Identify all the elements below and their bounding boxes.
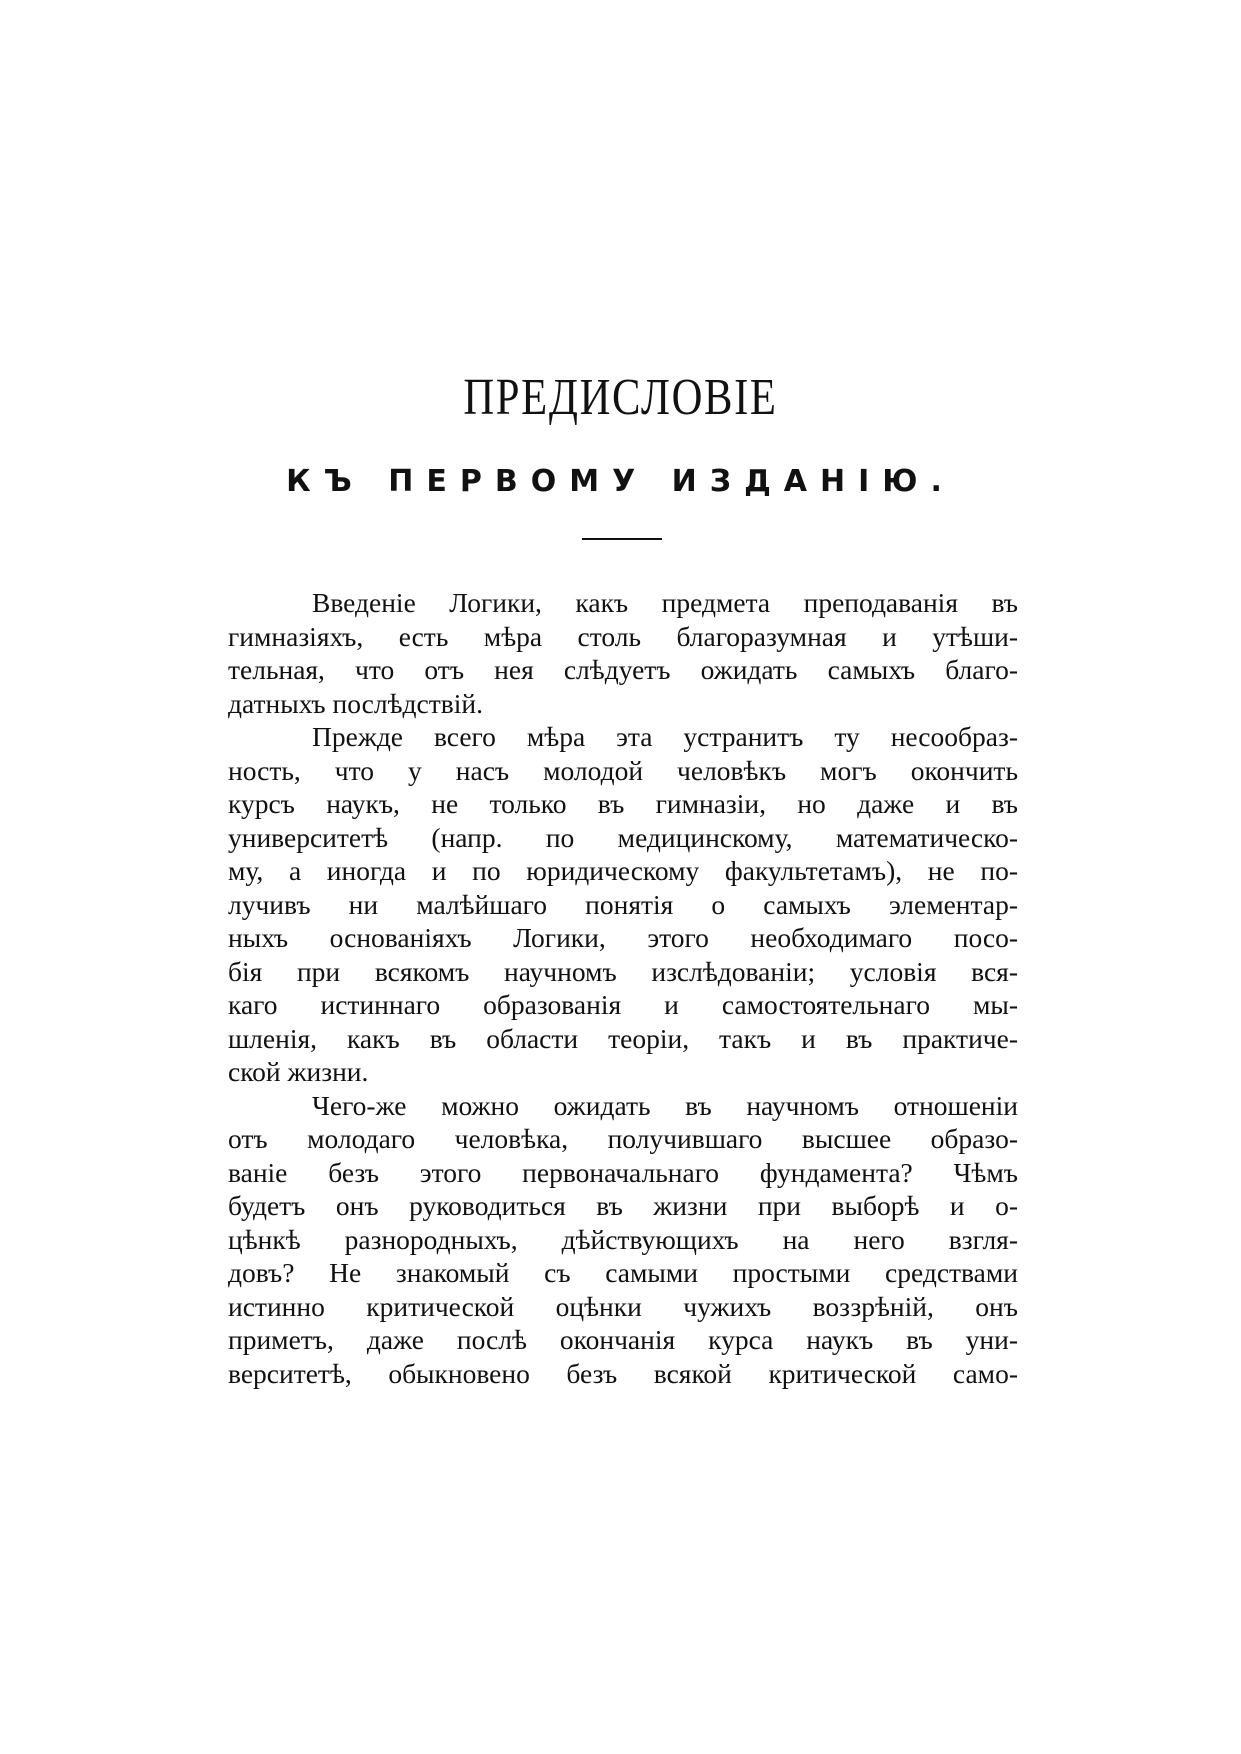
text-line: курсъ наукъ, не только въ гимназіи, но даже и въ	[228, 788, 1018, 819]
text-line: приметъ, даже послѣ окончанія курса наукъ въ уни-	[228, 1324, 1018, 1355]
text-line: Чего-же можно ожидать въ научномъ отношеніи	[312, 1089, 1018, 1121]
text-line: Введеніе Логики, какъ предмета преподаванія въ	[312, 587, 1018, 618]
text-line: ваніе безъ этого первоначальнаго фундамента? Чѣмъ	[228, 1156, 1018, 1188]
text-line: Прежде всего мѣра эта устранитъ ту несообраз-	[312, 721, 1018, 752]
text-line: лучивъ ни малѣйшаго понятія о самыхъ элементар-	[228, 888, 1018, 920]
text-line: датныхъ послѣдствій.	[228, 687, 483, 719]
title-divider	[582, 538, 662, 540]
text-line: ныхъ основаніяхъ Логики, этого необходимаго посо-	[228, 922, 1018, 953]
text-line: довъ? Не знакомый съ самыми простыми средствами	[228, 1257, 1018, 1288]
text-line: университетѣ (напр. по медицинскому, математическо-	[228, 821, 1018, 853]
text-line: верситетѣ, обыкновено безъ всякой критической само-	[228, 1357, 1018, 1389]
text-line: каго истиннаго образованія и самостоятельнаго мы-	[228, 989, 1018, 1020]
text-line: му, а иногда и по юридическому факультетамъ), не по-	[228, 855, 1018, 886]
text-line: будетъ онъ руководиться въ жизни при выборѣ и о-	[228, 1190, 1018, 1221]
text-line: бія при всякомъ научномъ изслѣдованіи; условія вся-	[228, 955, 1018, 987]
page-title: ПРЕДИСЛОВІЕ	[463, 369, 778, 426]
body-text	[228, 586, 1018, 1390]
text-line: гимназіяхъ, есть мѣра столь благоразумная и утѣши-	[228, 620, 1018, 652]
text-line: цѣнкѣ разнородныхъ, дѣйствующихъ на него взгля-	[228, 1223, 1018, 1255]
text-line: ской жизни.	[228, 1056, 369, 1087]
text-line: отъ молодаго человѣка, получившаго высшее образо-	[228, 1123, 1018, 1154]
page-subtitle: КЪ ПЕРВОМУ ИЗДАНІЮ.	[286, 464, 955, 499]
text-line: шленія, какъ въ области теоріи, такъ и въ практиче-	[228, 1022, 1018, 1054]
text-line: истинно критической оцѣнки чужихъ воззрѣній, онъ	[228, 1290, 1018, 1322]
text-line: ность, что у насъ молодой человѣкъ могъ окончить	[228, 754, 1018, 786]
text-line: тельная, что отъ нея слѣдуетъ ожидать самыхъ благо-	[228, 654, 1018, 685]
